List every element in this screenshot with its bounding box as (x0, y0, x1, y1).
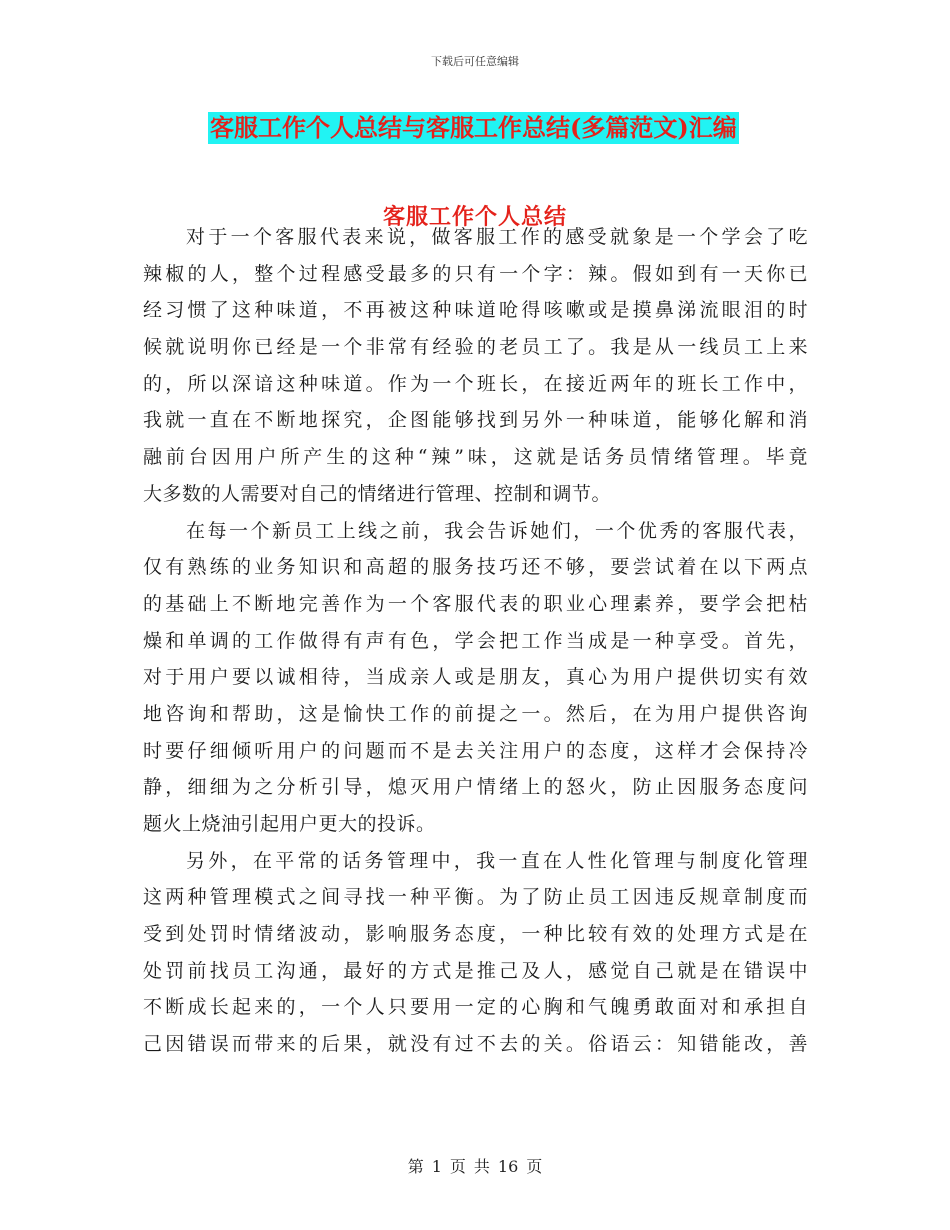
page-footer (0, 1154, 950, 1177)
paragraph-line: 这两种管理模式之间寻找一种平衡。为了防止员工因违反规章制度而 (143, 886, 808, 909)
paragraph-line: 地咨询和帮助，这是愉快工作的前提之一。然后，在为用户提供咨询 (143, 702, 808, 725)
paragraph-line: 对于用户要以诚相待，当成亲人或是朋友，真心为用户提供切实有效 (143, 666, 808, 689)
paragraph-line: 受到处罚时情绪波动，影响服务态度，一种比较有效的处理方式是在 (143, 923, 808, 946)
paragraph-line: 的基础上不断地完善作为一个客服代表的职业心理素养，要学会把枯 (143, 592, 808, 615)
page-label-suffix: 页 (526, 1157, 543, 1176)
paragraph-line: 辣椒的人，整个过程感受最多的只有一个字：辣。假如到有一天你已 (143, 262, 808, 285)
paragraph-line: 另外，在平常的话务管理中，我一直在人性化管理与制度化管理 (186, 849, 808, 872)
paragraph-line: 静，细细为之分析引导，熄灭用户情绪上的怒火，防止因服务态度问 (143, 776, 808, 799)
document-title: 客服工作个人总结与客服工作总结(多篇范文)汇编 (210, 113, 737, 142)
paragraph-line: 我就一直在不断地探究，企图能够找到另外一种味道，能够化解和消 (143, 409, 808, 432)
paragraph-line: 在每一个新员工上线之前，我会告诉她们，一个优秀的客服代表， (186, 519, 808, 542)
paragraph-line: 融前台因用户所产生的这种“辣”味，这就是话务员情绪管理。毕竟 (143, 446, 808, 469)
paragraph-line: 大多数的人需要对自己的情绪进行管理、控制和调节。 (143, 482, 612, 505)
paragraph-line: 己因错误而带来的后果，就没有过不去的关。俗语云：知错能改，善 (143, 1033, 808, 1056)
paragraph-line: 燥和单调的工作做得有声有色，学会把工作当成是一种享受。首先， (143, 629, 808, 652)
total-pages: 16 (497, 1157, 519, 1176)
paragraph-line: 对于一个客服代表来说，做客服工作的感受就象是一个学会了吃 (186, 226, 808, 248)
paragraph-line: 经习惯了这种味道，不再被这种味道呛得咳嗽或是摸鼻涕流眼泪的时 (143, 299, 808, 322)
page-number: 1 (431, 1157, 442, 1176)
paragraph-line: 处罚前找员工沟通，最好的方式是推己及人，感觉自己就是在错误中 (143, 959, 808, 982)
paragraph-line: 不断成长起来的，一个人只要用一定的心胸和气魄勇敢面对和承担自 (143, 996, 808, 1019)
paragraph-line: 的，所以深谙这种味道。作为一个班长，在接近两年的班长工作中， (143, 372, 808, 395)
paragraph-line: 仅有熟练的业务知识和高超的服务技巧还不够，要尝试着在以下两点 (143, 556, 808, 579)
header-note: 下载后可任意编辑 (431, 55, 519, 68)
page-label-prefix: 第 (407, 1157, 424, 1176)
paragraph-line: 题火上烧油引起用户更大的投诉。 (143, 813, 436, 835)
paragraph-line: 候就说明你已经是一个非常有经验的老员工了。我是从一线员工上来 (143, 336, 808, 359)
total-label: 共 (473, 1157, 490, 1176)
paragraph-line: 时要仔细倾听用户的问题而不是去关注用户的态度，这样才会保持冷 (143, 739, 808, 762)
page-label-mid: 页 (449, 1157, 466, 1176)
body-text (143, 219, 808, 1063)
section-heading: 客服工作个人总结 (382, 204, 567, 230)
